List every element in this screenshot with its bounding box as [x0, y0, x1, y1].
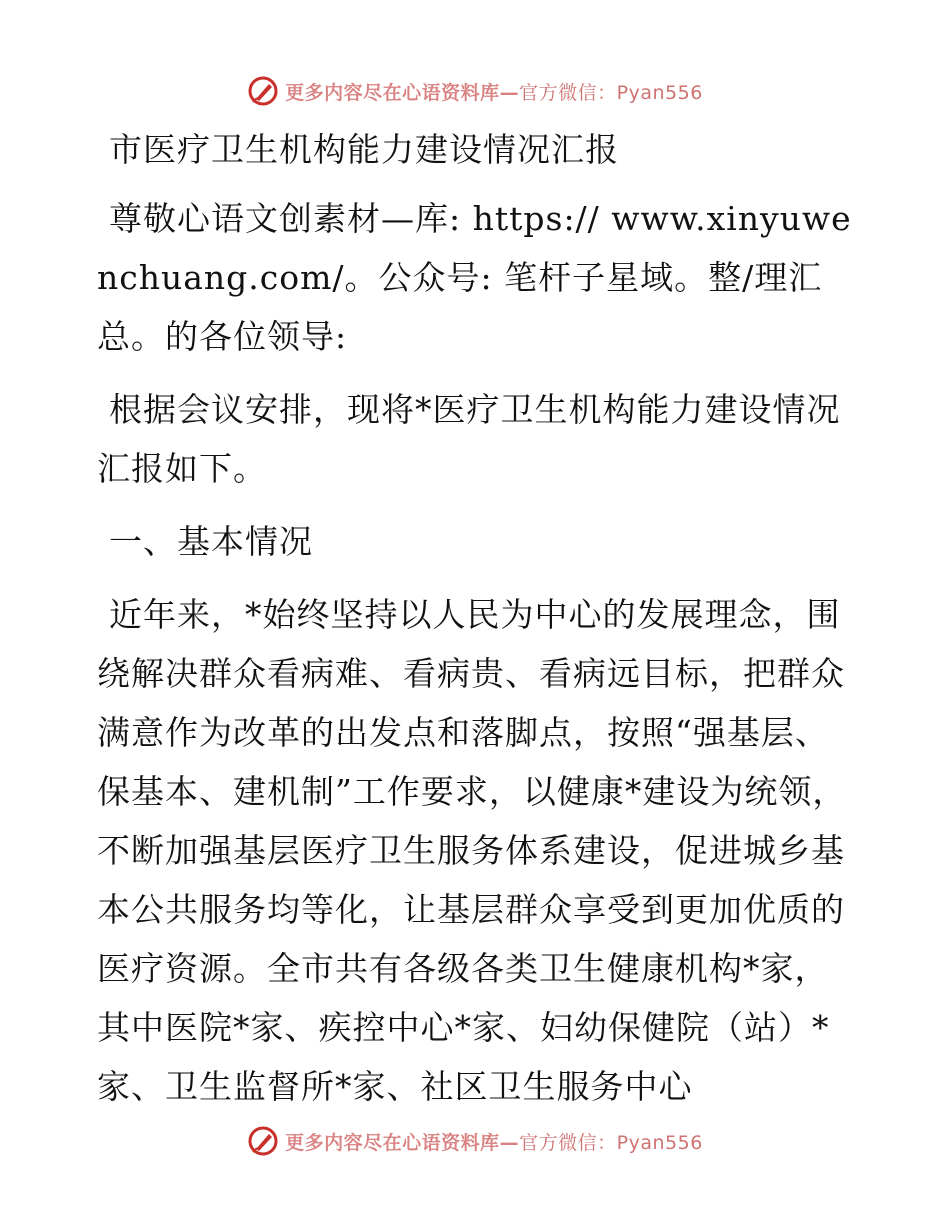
- document-title: 市医疗卫生机构能力建设情况汇报: [109, 130, 619, 169]
- document-body: [97, 120, 857, 1116]
- section-heading: 一、基本情况: [109, 522, 313, 561]
- salutation: 尊敬心语文创素材—库: https:// www.xinyuwenchuang.com/。公众号: 笔杆子星域。整/理汇总。的各位领导:: [97, 199, 852, 356]
- intro-paragraph: 根据会议安排，现将*医疗卫生机构能力建设情况汇报如下。: [97, 390, 841, 488]
- quill-logo-icon: [247, 75, 279, 107]
- watermark-text: 更多内容尽在心语资料库—官方微信：Pyan556: [285, 1131, 703, 1154]
- watermark-header: [0, 71, 950, 111]
- watermark-text: 更多内容尽在心语资料库—官方微信：Pyan556: [285, 81, 703, 104]
- section-body: 近年来，*始终坚持以人民为中心的发展理念，围绕解决群众看病难、看病贵、看病远目标，把群众满意作为改革的出发点和落脚点，按照“强基层、保基本、建机制”工作要求，以健康*建设为统领，不断加强基层医疗卫生服务体系建设，促进城乡基本公共服务均等化，让基层群众享受到更加优质的医疗资源。全市共有各级各类卫生健康机构*家，其中医院*家、疾控中心*家、妇幼保健院（站）*家、卫生监督所*家、社区卫生服务中心: [97, 595, 847, 1106]
- quill-logo-icon: [247, 1125, 279, 1157]
- watermark-footer: [0, 1121, 950, 1161]
